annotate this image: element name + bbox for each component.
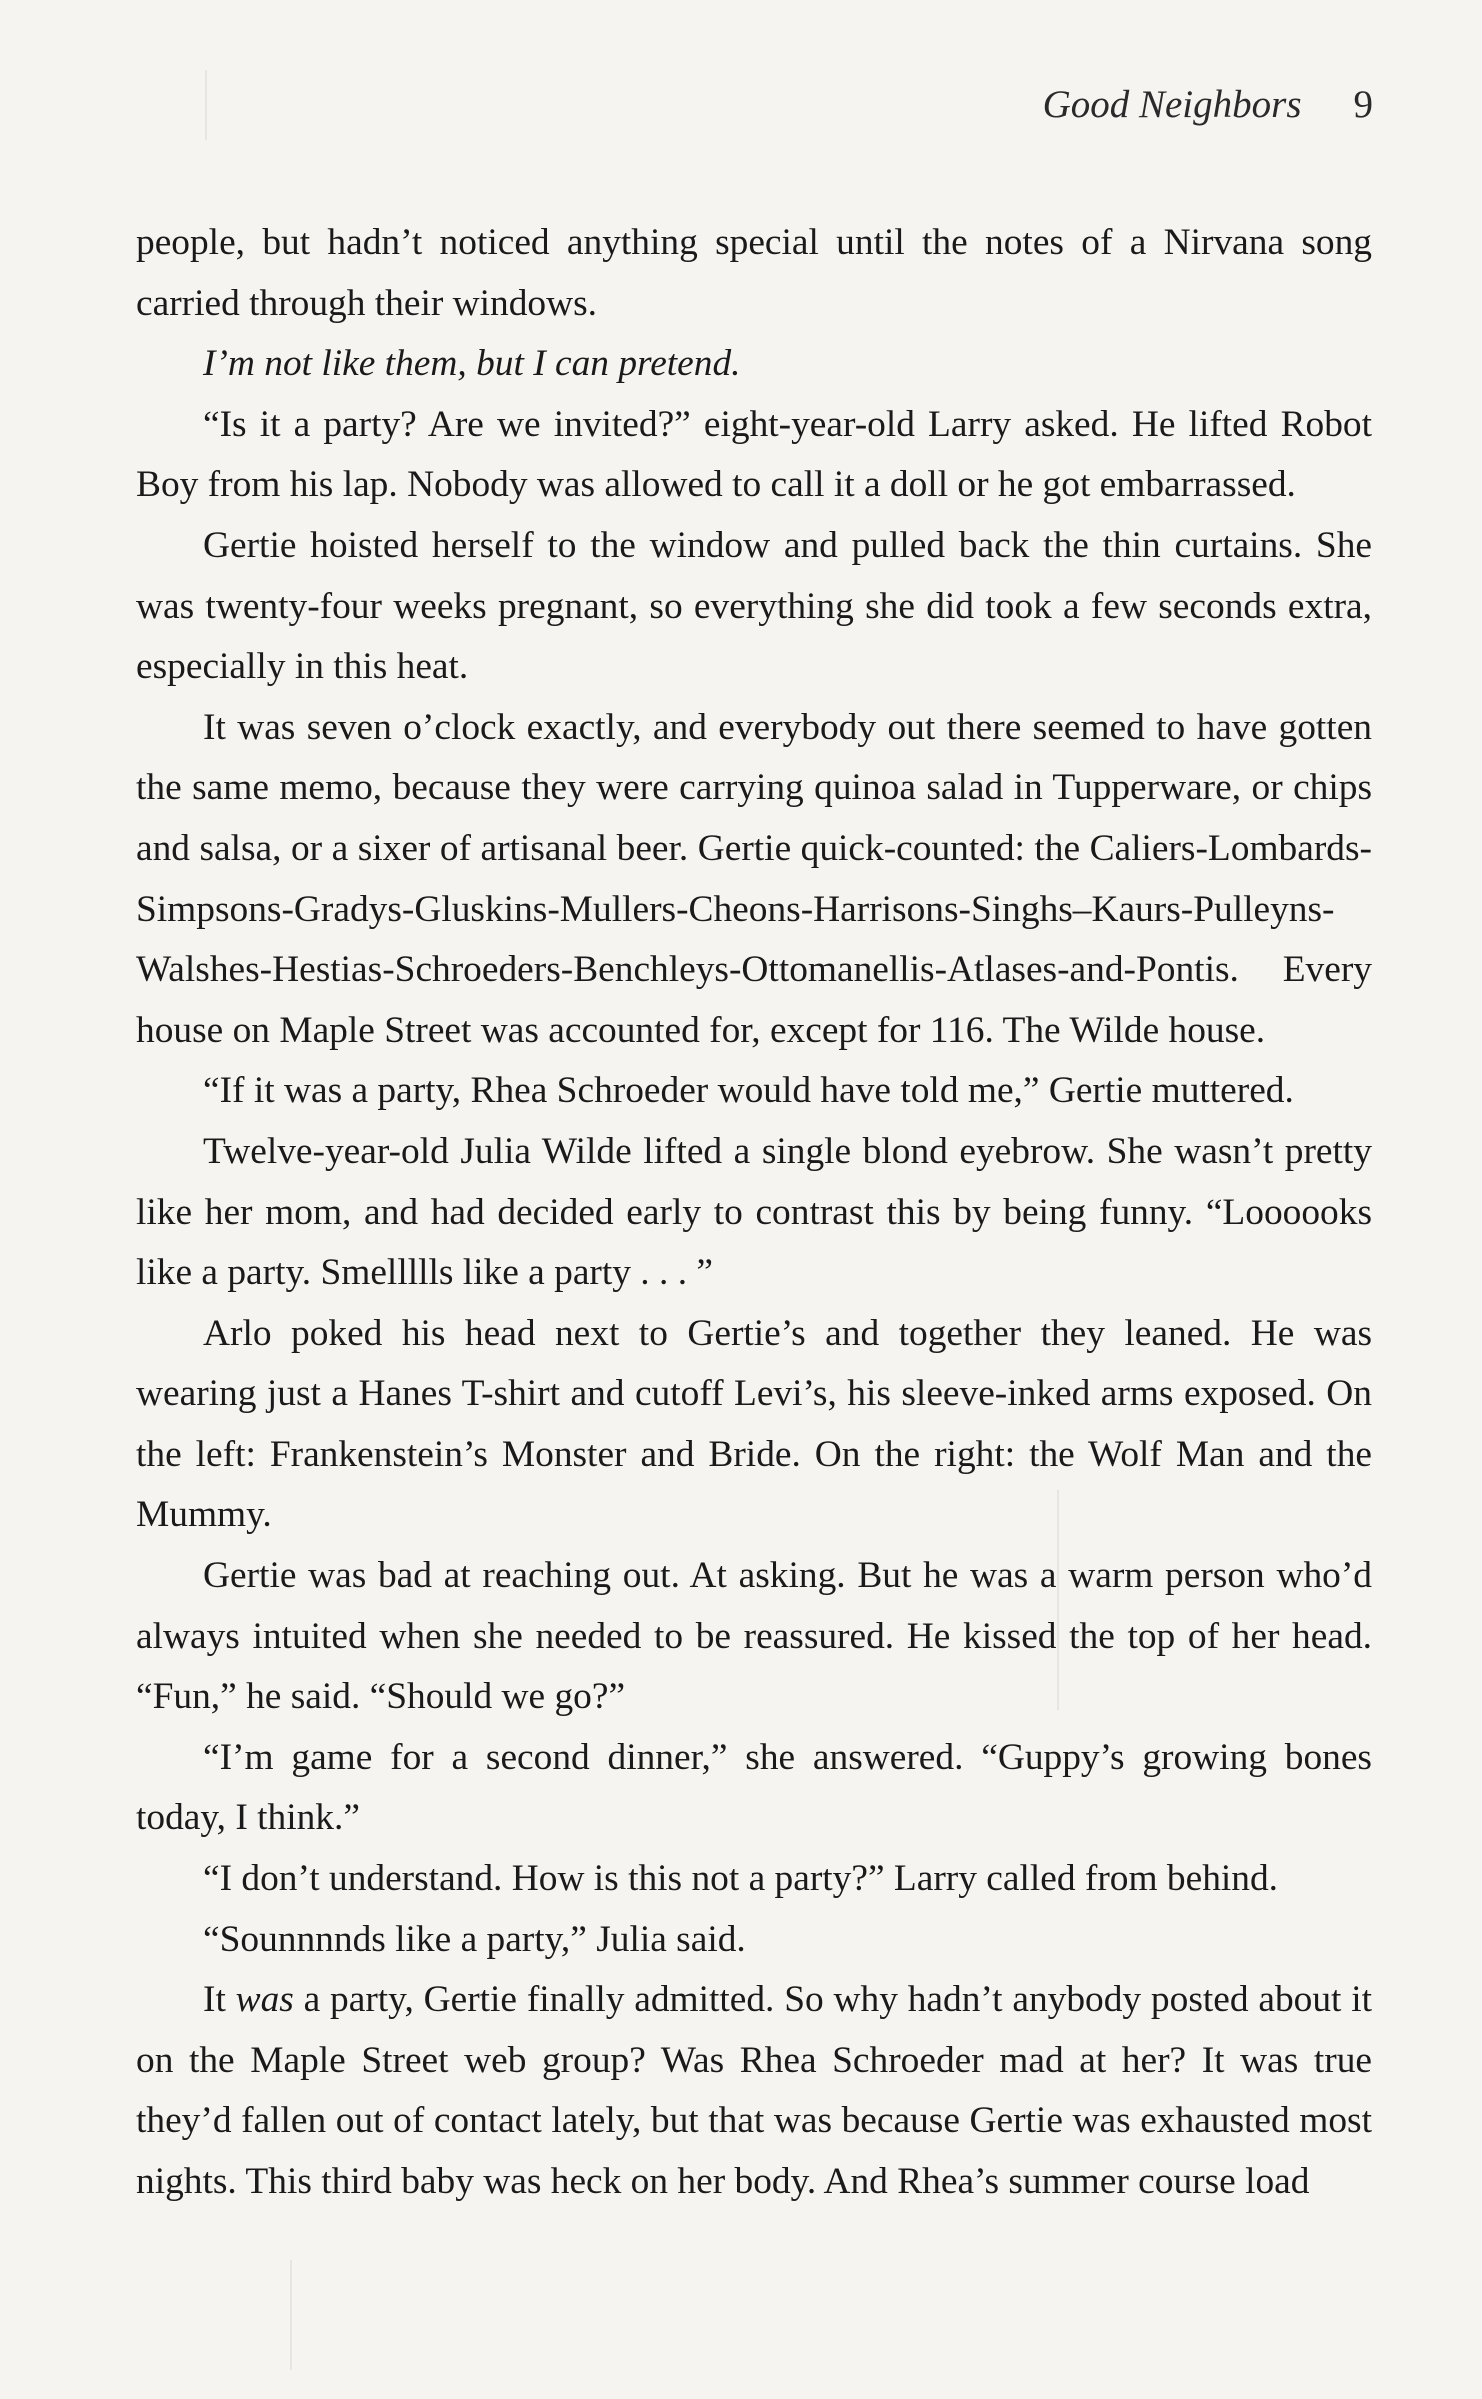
paragraph-text: It was seven o’clock exactly, and everybody out there seemed to have gotten the same memo, because they were carrying quinoa salad in Tupperware, or chips and salsa, or a sixer of artisanal beer. Gertie quick-counted: the Caliers-Lombards-Simpsons-Gradys-Gluskins-Mullers-Cheons-Harrisons-Singhs–Kaurs-Pulleyns-Walshes-Hestias-Schroeders-Benchleys-Ottomanellis-Atlases-and-Pontis. Every house on Maple Street was accounted for, except for 116. The Wilde house. bbox=[136, 706, 1372, 1051]
paragraph-p9 bbox=[136, 1546, 1372, 1728]
running-title: Good Neighbors bbox=[1042, 83, 1302, 126]
italic-text: I’m not like them, but I can pretend. bbox=[203, 343, 741, 385]
paper-mark bbox=[290, 2260, 292, 2370]
italic-text: was bbox=[235, 1979, 294, 2021]
paragraph-text: It bbox=[203, 1979, 236, 2021]
paper-mark bbox=[205, 70, 207, 140]
paragraph-text: “I don’t understand. How is this not a party?” Larry called from behind. bbox=[203, 1858, 1279, 1900]
paragraph-text: Gertie was bad at reaching out. At asking. But he was a warm person who’d always intuited when she needed to be reassured. He kissed the top of her head. “Fun,” he said. “Should we go?” bbox=[136, 1555, 1372, 1718]
paragraph-p7 bbox=[136, 1122, 1372, 1304]
paragraph-text: people, but hadn’t noticed anything special until the notes of a Nirvana song carried through their windows. bbox=[136, 222, 1372, 324]
paragraph-text: Gertie hoisted herself to the window and pulled back the thin curtains. She was twenty-four weeks pregnant, so everything she did took a few seconds extra, especially in this heat. bbox=[136, 524, 1372, 688]
paragraph-p6 bbox=[136, 1061, 1372, 1122]
page-header bbox=[1043, 82, 1373, 127]
paragraph-text: “I’m game for a second dinner,” she answered. “Guppy’s growing bones today, I think.” bbox=[136, 1736, 1372, 1839]
paragraph-p4 bbox=[136, 516, 1372, 698]
paragraph-text: Twelve-year-old Julia Wilde lifted a single blond eyebrow. She wasn’t pretty like her mom, and had decided early to contrast this by being funny. “Loooooks like a party. Smellllls like a party . . . ” bbox=[136, 1130, 1372, 1294]
paragraph-p1 bbox=[136, 213, 1372, 334]
paragraph-text: Arlo poked his head next to Gertie’s and together they leaned. He was wearing just a Hanes T-shirt and cutoff Levi’s, his sleeve-inked arms exposed. On the left: Frankenstein’s Monster and Bride. On the right: the Wolf Man and the Mummy. bbox=[136, 1312, 1372, 1536]
body-text bbox=[136, 213, 1372, 2213]
paragraph-p5 bbox=[136, 698, 1372, 1062]
page-number: 9 bbox=[1353, 83, 1373, 126]
paragraph-p10 bbox=[136, 1728, 1372, 1849]
paragraph-p11 bbox=[136, 1849, 1372, 1910]
paragraph-p13 bbox=[136, 1970, 1372, 2212]
paragraph-text: “Is it a party? Are we invited?” eight-year-old Larry asked. He lifted Robot Boy from his lap. Nobody was allowed to call it a doll or he got embarrassed. bbox=[136, 403, 1372, 506]
paragraph-p8 bbox=[136, 1304, 1372, 1546]
paragraph-p12 bbox=[136, 1910, 1372, 1971]
paragraph-text: “If it was a party, Rhea Schroeder would have told me,” Gertie muttered. bbox=[203, 1070, 1294, 1112]
paragraph-p3 bbox=[136, 395, 1372, 516]
paragraph-text: a party, Gertie finally admitted. So why hadn’t anybody posted about it on the Maple Street web group? Was Rhea Schroeder mad at her? It was true they’d fallen out of contact lately, but that was because Gertie was exhausted most nights. This third baby was heck on her body. And Rhea’s summer course load bbox=[136, 1979, 1373, 2202]
paragraph-p2 bbox=[136, 334, 1372, 395]
paragraph-text: “Sounnnnds like a party,” Julia said. bbox=[203, 1918, 746, 1960]
